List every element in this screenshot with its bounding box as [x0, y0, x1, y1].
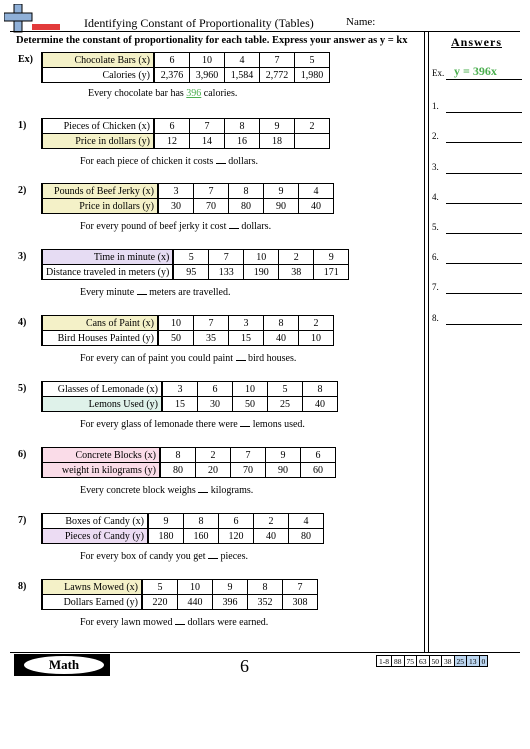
proportion-table [41, 249, 349, 280]
score-cell: 0 [479, 656, 488, 667]
y-value: 440 [178, 595, 213, 610]
x-value: 7 [209, 250, 244, 265]
x-value: 8 [303, 382, 338, 397]
x-value: 8 [225, 119, 260, 134]
x-value: 9 [266, 448, 301, 463]
x-value: 10 [178, 580, 213, 595]
y-value: 30 [198, 397, 233, 412]
y-value: 80 [289, 529, 324, 544]
answer-line[interactable] [446, 263, 522, 264]
x-value: 9 [314, 250, 349, 265]
sentence-start: For every box of candy you get [80, 551, 206, 562]
x-value: 7 [194, 316, 229, 331]
problem-label: 1) [18, 120, 27, 131]
instructions: Determine the constant of proportionality for each table. Express your answer as y = kx [16, 35, 408, 46]
y-value: 50 [233, 397, 268, 412]
y-row [42, 595, 318, 610]
sentence-blank[interactable] [229, 219, 239, 229]
problem-label: 3) [18, 251, 27, 262]
x-value: 9 [213, 580, 248, 595]
y-value: 352 [248, 595, 283, 610]
x-row [42, 514, 324, 529]
sentence-start: For every can of paint you could paint [80, 353, 234, 364]
score-cell: 25 [454, 656, 467, 667]
y-row [42, 199, 334, 214]
x-header: Lawns Mowed (x) [42, 580, 142, 595]
sentence-end: calories. [203, 88, 238, 99]
y-row [42, 265, 349, 280]
y-value: 50 [158, 331, 194, 346]
y-value: 60 [301, 463, 336, 478]
y-value: 38 [279, 265, 314, 280]
y-value: 171 [314, 265, 349, 280]
x-value: 4 [225, 53, 260, 68]
answer-line[interactable] [446, 203, 522, 204]
answer-value: y = 396x [454, 64, 497, 78]
y-value [295, 134, 330, 149]
answer-line[interactable] [446, 293, 522, 294]
x-value: 6 [301, 448, 336, 463]
x-header: Cans of Paint (x) [42, 316, 158, 331]
x-row [42, 53, 330, 68]
worksheet-title: Identifying Constant of Proportionality (Tables) [84, 16, 314, 30]
x-value: 5 [295, 53, 330, 68]
x-row [42, 119, 330, 134]
x-value: 10 [233, 382, 268, 397]
y-value: 95 [173, 265, 209, 280]
y-value: 12 [154, 134, 190, 149]
footer-rule [10, 652, 520, 653]
y-row [42, 68, 330, 83]
x-row [42, 580, 318, 595]
sentence-end: meters are travelled. [149, 287, 231, 298]
y-value: 220 [142, 595, 178, 610]
answer-number: 5. [432, 222, 439, 232]
score-cell: 75 [404, 656, 417, 667]
x-header: Glasses of Lemonade (x) [42, 382, 162, 397]
answers-heading: Answers [451, 35, 502, 49]
answer-number: 1. [432, 101, 439, 111]
x-value: 9 [260, 119, 295, 134]
answer-line[interactable] [446, 173, 522, 174]
sentence-end: dollars were earned. [187, 617, 269, 628]
y-header: Price in dollars (y) [42, 134, 154, 149]
y-value: 308 [283, 595, 318, 610]
x-row [42, 184, 334, 199]
y-value: 15 [229, 331, 264, 346]
answer-row[interactable] [432, 280, 522, 294]
y-header: Dollars Earned (y) [42, 595, 142, 610]
sentence-blank[interactable] [216, 154, 226, 164]
sentence-start: For each piece of chicken it costs [80, 156, 214, 167]
y-header: Pieces of Candy (y) [42, 529, 148, 544]
answer-row[interactable] [432, 129, 522, 143]
problem-sentence [80, 549, 248, 562]
x-value: 7 [283, 580, 318, 595]
y-header: Lemons Used (y) [42, 397, 162, 412]
score-cell: 63 [417, 656, 430, 667]
subject-label: Math [24, 656, 104, 674]
answer-number: 8. [432, 313, 439, 323]
x-header: Pieces of Chicken (x) [42, 119, 154, 134]
x-row [42, 382, 338, 397]
y-header: weight in kilograms (y) [42, 463, 160, 478]
answer-row[interactable] [432, 311, 522, 325]
x-value: 2 [254, 514, 289, 529]
proportion-table [41, 315, 334, 346]
y-value: 30 [158, 199, 194, 214]
y-value: 70 [194, 199, 229, 214]
x-row [42, 448, 336, 463]
y-row [42, 331, 334, 346]
problem-label: 2) [18, 185, 27, 196]
score-cell: 38 [442, 656, 455, 667]
answer-column-divider [424, 31, 425, 653]
y-value: 90 [264, 199, 299, 214]
proportion-table [41, 52, 330, 83]
page-number: 6 [240, 656, 249, 676]
y-value: 25 [268, 397, 303, 412]
x-value: 4 [299, 184, 334, 199]
y-value: 20 [196, 463, 231, 478]
y-header: Bird Houses Painted (y) [42, 331, 158, 346]
y-row [42, 463, 336, 478]
proportion-table [41, 447, 336, 478]
y-value: 18 [260, 134, 295, 149]
y-value: 35 [194, 331, 229, 346]
answer-row[interactable] [432, 99, 522, 113]
y-value: 14 [190, 134, 225, 149]
score-cell: 50 [429, 656, 442, 667]
x-value: 10 [190, 53, 225, 68]
x-value: 8 [184, 514, 219, 529]
sentence-end: bird houses. [248, 353, 297, 364]
y-value: 190 [244, 265, 279, 280]
y-value: 90 [266, 463, 301, 478]
x-value: 5 [142, 580, 178, 595]
x-value: 8 [264, 316, 299, 331]
problem-label: 4) [18, 317, 27, 328]
answer-line[interactable] [446, 79, 522, 80]
y-value: 16 [225, 134, 260, 149]
proportion-table [41, 381, 338, 412]
x-header: Pounds of Beef Jerky (x) [42, 184, 158, 199]
y-value: 15 [162, 397, 198, 412]
y-value: 3,960 [190, 68, 225, 83]
answer-row[interactable] [432, 66, 522, 80]
y-value: 1,584 [225, 68, 260, 83]
y-value: 10 [299, 331, 334, 346]
sentence-start: For every lawn mowed [80, 617, 173, 628]
x-value: 6 [154, 53, 190, 68]
plus-logo-icon [4, 4, 60, 34]
answer-row[interactable] [432, 160, 522, 174]
answer-number: 4. [432, 192, 439, 202]
y-header: Distance traveled in meters (y) [42, 265, 173, 280]
x-value: 10 [158, 316, 194, 331]
problem-sentence [80, 154, 258, 167]
y-value: 2,772 [260, 68, 295, 83]
x-row [42, 316, 334, 331]
sentence-blank[interactable] [236, 351, 246, 361]
problem-label: 7) [18, 515, 27, 526]
header-rule [10, 31, 520, 32]
y-row [42, 529, 324, 544]
proportion-table [41, 513, 324, 544]
answer-number: 2. [432, 131, 439, 141]
answer-number: Ex. [432, 68, 445, 78]
x-value: 7 [231, 448, 266, 463]
y-value: 40 [303, 397, 338, 412]
score-range: 1-8 [377, 656, 392, 667]
answer-number: 6. [432, 252, 439, 262]
x-value: 3 [158, 184, 194, 199]
x-value: 3 [162, 382, 198, 397]
sentence-end: kilograms. [210, 485, 254, 496]
problem-sentence [80, 219, 271, 232]
problem-label: 8) [18, 581, 27, 592]
problem-sentence [80, 351, 296, 364]
y-value: 133 [209, 265, 244, 280]
x-value: 2 [295, 119, 330, 134]
y-header: Calories (y) [42, 68, 154, 83]
score-cell: 88 [392, 656, 405, 667]
x-header: Time in minute (x) [42, 250, 173, 265]
sentence-start: Every chocolate bar has [88, 88, 184, 99]
x-value: 8 [160, 448, 196, 463]
answer-number: 3. [432, 162, 439, 172]
sentence-end: lemons used. [252, 419, 305, 430]
answer-column-divider-inner [428, 31, 429, 653]
y-value: 80 [160, 463, 196, 478]
answer-line[interactable] [446, 324, 522, 325]
sentence-start: Every concrete block weighs [80, 485, 196, 496]
y-value: 80 [229, 199, 264, 214]
x-value: 7 [194, 184, 229, 199]
y-value: 1,980 [295, 68, 330, 83]
name-label: Name: [346, 16, 376, 28]
y-value: 70 [231, 463, 266, 478]
proportion-table [41, 118, 330, 149]
y-row [42, 397, 338, 412]
x-value: 7 [190, 119, 225, 134]
sentence-answer: 396 [186, 88, 202, 99]
x-row [42, 250, 349, 265]
x-value: 6 [219, 514, 254, 529]
y-value: 120 [219, 529, 254, 544]
answer-number: 7. [432, 282, 439, 292]
x-value: 9 [264, 184, 299, 199]
sentence-blank[interactable] [208, 549, 218, 559]
problem-sentence [80, 417, 305, 430]
answer-row[interactable] [432, 220, 522, 234]
sentence-blank[interactable] [240, 417, 250, 427]
answer-row[interactable] [432, 250, 522, 264]
problem-sentence [80, 483, 253, 496]
x-value: 8 [248, 580, 283, 595]
x-header: Boxes of Candy (x) [42, 514, 148, 529]
y-value: 40 [299, 199, 334, 214]
proportion-table [41, 579, 318, 610]
sentence-start: For every pound of beef jerky it cost [80, 221, 227, 232]
y-header: Price in dollars (y) [42, 199, 158, 214]
problem-sentence [80, 285, 231, 298]
x-header: Chocolate Bars (x) [42, 53, 154, 68]
sentence-blank[interactable] [137, 285, 147, 295]
x-value: 3 [229, 316, 264, 331]
x-value: 10 [244, 250, 279, 265]
y-value: 2,376 [154, 68, 190, 83]
sentence-end: pieces. [220, 551, 249, 562]
y-row [42, 134, 330, 149]
problem-label: 5) [18, 383, 27, 394]
y-value: 396 [213, 595, 248, 610]
proportion-table [41, 183, 334, 214]
y-value: 40 [254, 529, 289, 544]
sentence-start: Every minute [80, 287, 135, 298]
x-value: 9 [148, 514, 184, 529]
x-value: 7 [260, 53, 295, 68]
x-value: 4 [289, 514, 324, 529]
problem-label: Ex) [18, 54, 33, 65]
sentence-end: dollars. [228, 156, 258, 167]
sentence-blank[interactable] [175, 615, 185, 625]
answer-line[interactable] [446, 142, 522, 143]
score-cell: 13 [467, 656, 480, 667]
y-value: 180 [148, 529, 184, 544]
problem-label: 6) [18, 449, 27, 460]
answer-row[interactable] [432, 190, 522, 204]
x-value: 5 [268, 382, 303, 397]
x-value: 2 [279, 250, 314, 265]
x-value: 8 [229, 184, 264, 199]
x-header: Concrete Blocks (x) [42, 448, 160, 463]
x-value: 2 [299, 316, 334, 331]
problem-sentence [80, 615, 268, 628]
y-value: 160 [184, 529, 219, 544]
sentence-blank[interactable] [198, 483, 208, 493]
answer-line[interactable] [446, 233, 522, 234]
problem-sentence [88, 88, 237, 99]
sentence-end: dollars. [241, 221, 272, 232]
score-table [376, 655, 488, 667]
x-value: 2 [196, 448, 231, 463]
x-value: 6 [198, 382, 233, 397]
answer-line[interactable] [446, 112, 522, 113]
sentence-start: For every glass of lemonade there were [80, 419, 238, 430]
x-value: 6 [154, 119, 190, 134]
y-value: 40 [264, 331, 299, 346]
x-value: 5 [173, 250, 209, 265]
